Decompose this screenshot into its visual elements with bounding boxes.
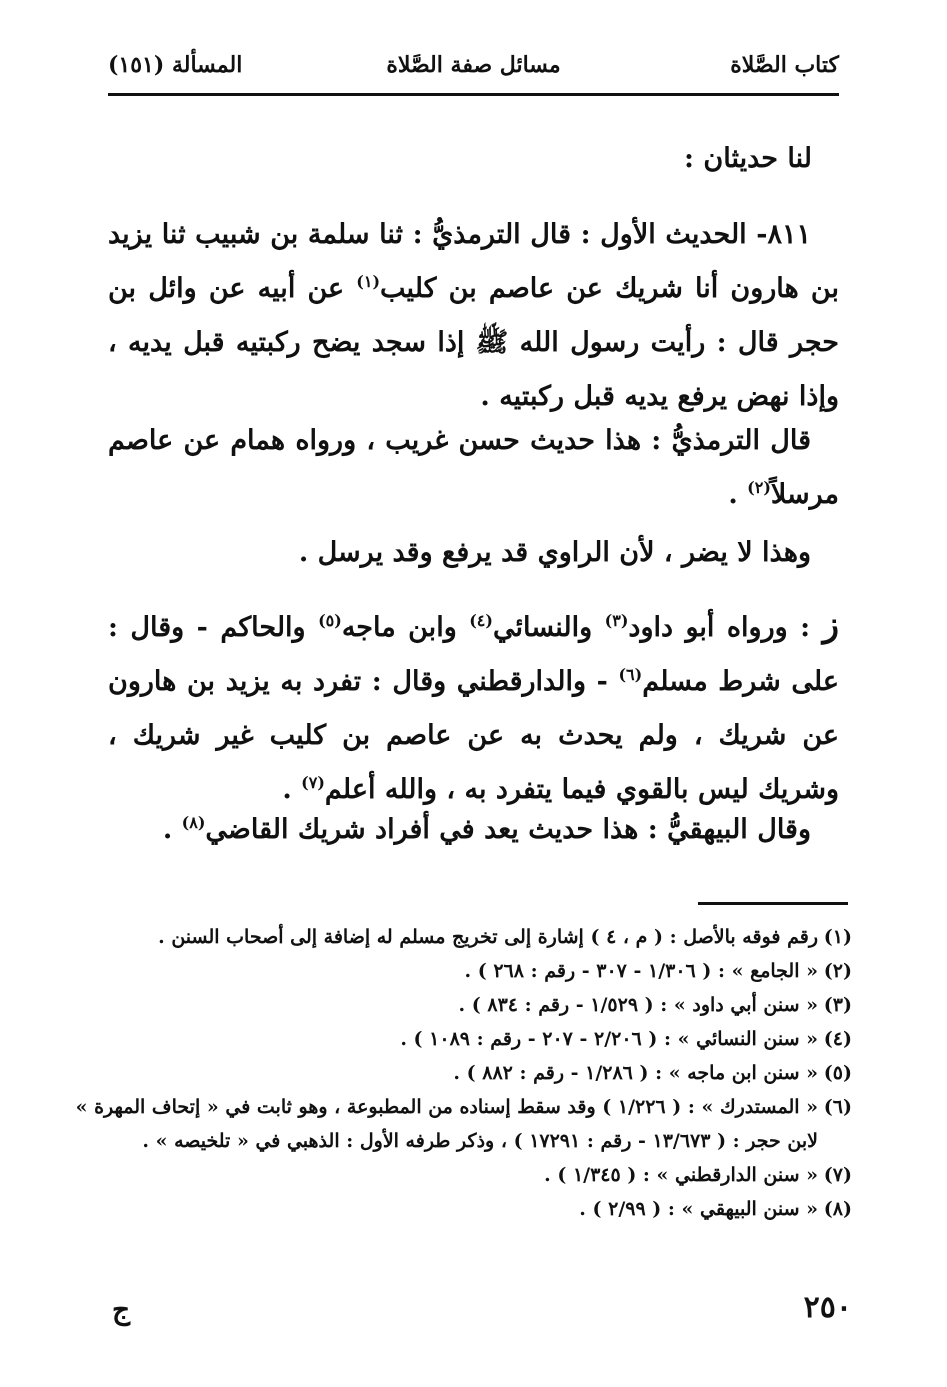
footnotes — [75, 920, 852, 1226]
footnote-8 — [108, 1192, 852, 1226]
footnote-ref-4[interactable]: (٤) — [469, 611, 493, 630]
footnote-number: (٢) — [823, 960, 852, 982]
chapter-title: مسائل صفة الصَّلاة — [386, 52, 561, 78]
text-run: والحاكم - وقال : على شرط مسلم — [108, 612, 839, 697]
footnote-number: (٨) — [823, 1198, 852, 1220]
book-title: كتاب الصَّلاة — [730, 52, 839, 78]
footnote-2 — [108, 954, 852, 988]
text-run: . — [282, 774, 302, 805]
footnote-number: (٦) — [823, 1096, 852, 1118]
text-run: . — [162, 814, 182, 845]
footnote-text: « سنن البيهقي » : ( ٢/٩٩ ) . — [579, 1198, 818, 1220]
footnote-text: « الجامع » : ( ١/٣٠٦ - ٣٠٧ - رقم : ٢٦٨ ) . — [464, 960, 818, 982]
footnote-6 — [75, 1090, 852, 1124]
footnote-7 — [108, 1158, 852, 1192]
issue-number: المسألة (١٥١) — [108, 52, 243, 78]
text-run: والنسائي — [492, 612, 605, 643]
zay-marker: ز — [822, 605, 839, 645]
footnote-ref-3[interactable]: (٣) — [604, 611, 629, 630]
text-run: ٨١١- الحديث الأول : قال الترمذيُّ : ثنا سلمة بن شبيب ثنا يزيد بن هارون أنا شريك عن عاصم بن كليب — [108, 219, 839, 304]
footnote-ref-5[interactable]: (٥) — [318, 611, 342, 630]
footnote-3 — [108, 988, 852, 1022]
footnote-ref-7[interactable]: (٧) — [301, 773, 325, 792]
footnote-text: رقم فوقه بالأصل : ( م ، ٤ ) إشارة إلى تخريج مسلم له إضافة إلى أصحاب السنن . — [158, 926, 818, 948]
footnote-number: (٥) — [823, 1062, 852, 1084]
footnote-number: (٧) — [823, 1164, 852, 1186]
footnote-text: « سنن الدارقطني » : ( ١/٣٤٥ ) . — [544, 1164, 818, 1186]
text-run: . — [728, 479, 748, 510]
footnote-6-continuation: لابن حجر : ( ١٣/٦٧٣ - رقم : ١٧٢٩١ ) ، وذكر طرفه الأول : الذهبي في « تلخيصه » . — [142, 1130, 818, 1152]
section-heading: لنا حديثان : — [684, 143, 812, 174]
text-run: عن أبيه عن وائل بن حجر قال : رأيت رسول الله ﷺ إذا سجد يضح ركبتيه قبل يديه ، وإذا نهض يرفع يديه قبل ركبتيه . — [108, 273, 840, 412]
text-run: وقال البيهقيُّ : هذا حديث يعد في أفراد شريك القاضي — [205, 814, 811, 845]
footnote-ref-8[interactable]: (٨) — [181, 813, 206, 832]
footnote-ref-6[interactable]: (٦) — [618, 665, 643, 684]
text-run: - والدارقطني وقال : تفرد به يزيد بن هارون عن شريك ، ولم يحدث به عن عاصم بن كليب غير شريك ، وشريك ليس بالقوي فيما يتفرد به ، والله أعلم — [108, 666, 839, 805]
header-rule — [108, 93, 839, 96]
footnote-5 — [108, 1056, 852, 1090]
footnote-ref-2[interactable]: (٢) — [747, 478, 771, 497]
author-comment — [108, 526, 839, 580]
text-run: : ورواه أبو داود — [628, 612, 823, 643]
text-run: وابن ماجه — [341, 612, 470, 643]
tirmidhi-comment — [108, 414, 839, 522]
footnote-number: (٣) — [823, 994, 852, 1016]
bayhaqi-comment — [108, 803, 839, 857]
footnote-text: « سنن ابن ماجه » : ( ١/٢٨٦ - رقم : ٨٨٢ ) . — [453, 1062, 818, 1084]
hadith-paragraph-1 — [108, 208, 839, 424]
footnote-separator — [698, 902, 848, 905]
footnote-ref-1[interactable]: (١) — [356, 272, 381, 291]
additions-paragraph — [108, 598, 839, 817]
footnote-text: « سنن أبي داود » : ( ١/٥٢٩ - رقم : ٨٣٤ ) . — [458, 994, 818, 1016]
footnote-text: « المستدرك » : ( ١/٢٢٦ ) وقد سقط إسناده من المطبوعة ، وهو ثابت في « إتحاف المهرة » — [75, 1096, 818, 1118]
page-number: ٢٥٠ — [803, 1290, 852, 1325]
signature-mark: ج — [112, 1293, 131, 1326]
footnote-1 — [108, 920, 852, 954]
text-run: قال الترمذيُّ : هذا حديث حسن غريب ، ورواه همام عن عاصم مرسلاً — [108, 425, 839, 510]
footnote-number: (١) — [823, 926, 852, 948]
footnote-4 — [108, 1022, 852, 1056]
footnote-number: (٤) — [823, 1028, 852, 1050]
page-header — [108, 48, 839, 88]
text-run: وهذا لا يضر ، لأن الراوي قد يرفع وقد يرسل . — [298, 537, 811, 568]
footnote-text: « سنن النسائي » : ( ٢/٢٠٦ - ٢٠٧ - رقم : ١٠٨٩ ) . — [400, 1028, 818, 1050]
